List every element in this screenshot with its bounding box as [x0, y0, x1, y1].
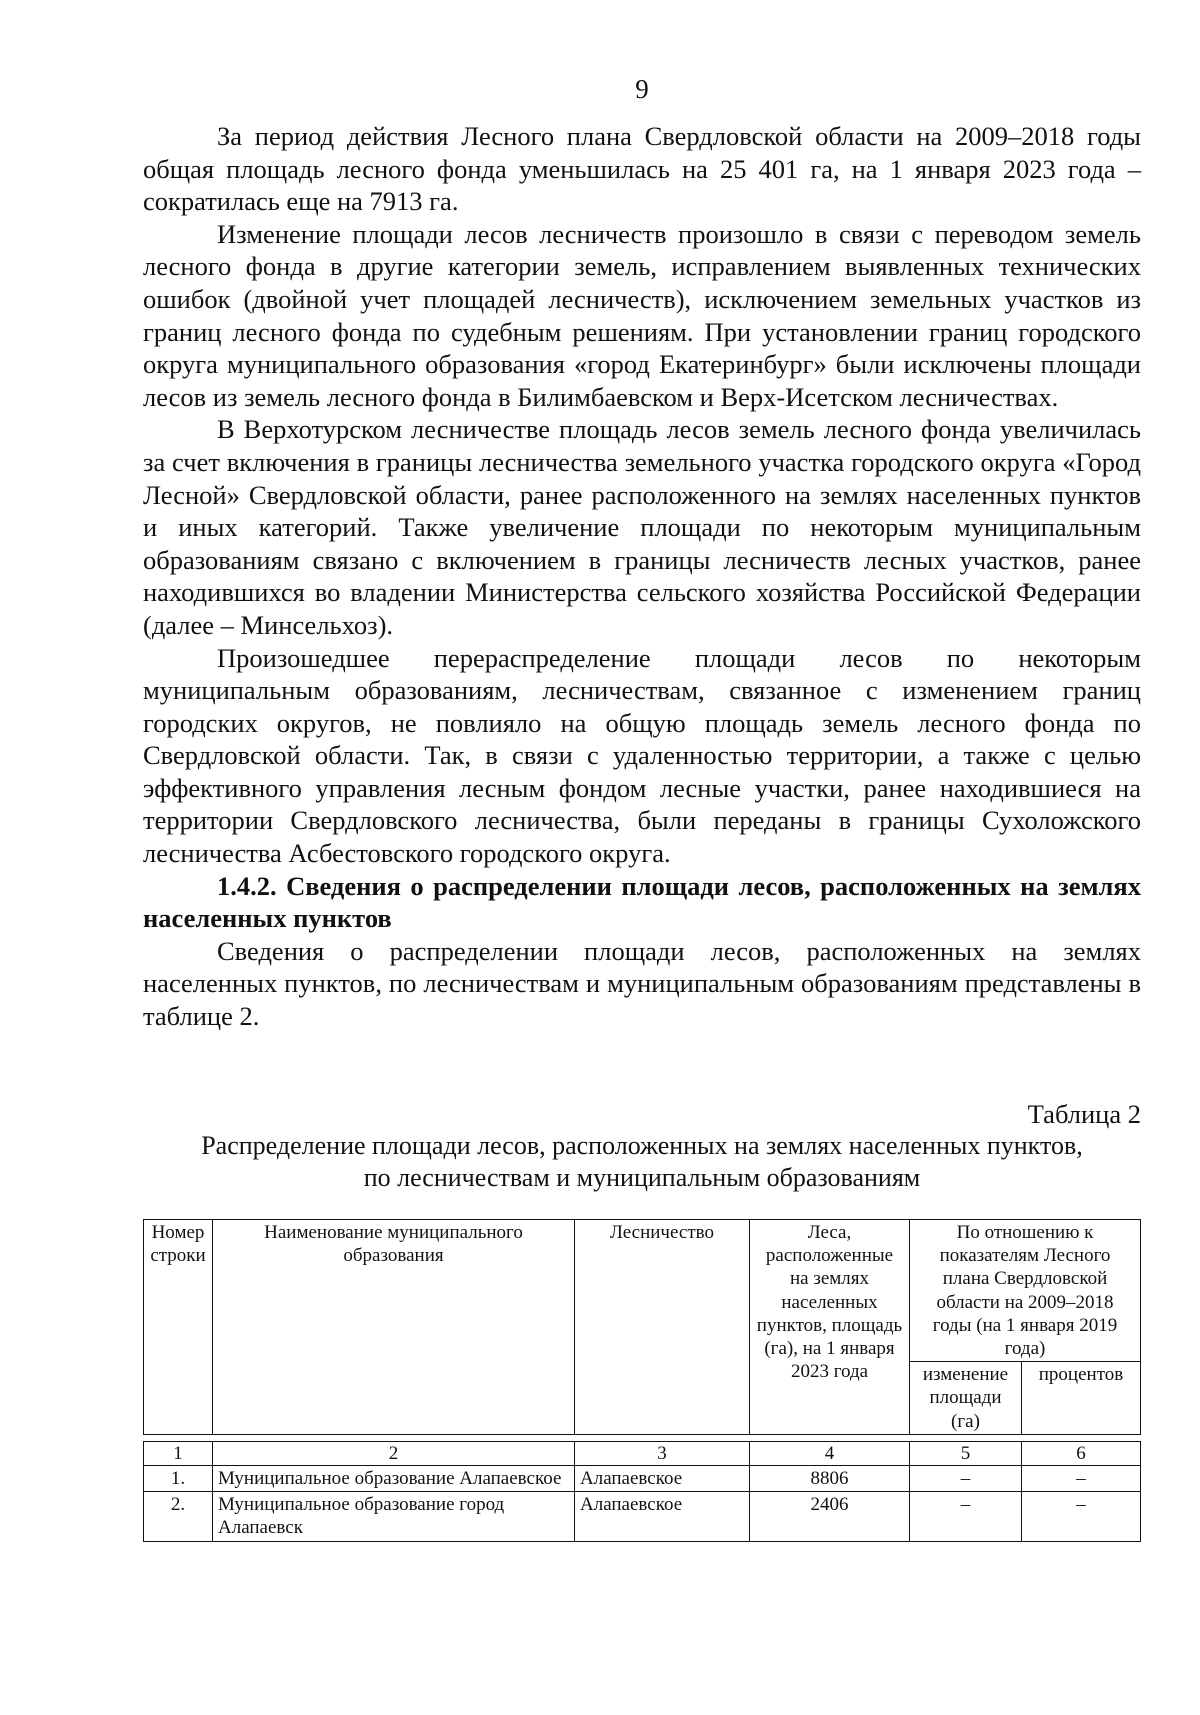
section-heading: 1.4.2. Сведения о распределении площади лесов, расположенных на землях населенных пунктов [143, 870, 1141, 934]
column-number-row [144, 1441, 1141, 1465]
row-number: 2. [144, 1492, 213, 1541]
document-body [143, 120, 1141, 1033]
row-percent: – [1022, 1466, 1141, 1492]
table-caption: Таблица 2 [1027, 1099, 1141, 1129]
row-change: – [910, 1492, 1022, 1541]
row-change: – [910, 1466, 1022, 1492]
column-number: 3 [575, 1441, 750, 1465]
section-paragraph: Сведения о распределении площади лесов, расположенных на землях населенных пунктов, по лесничествам и муниципальным образованиям представлены в таблице 2. [143, 935, 1141, 1032]
column-number: 2 [213, 1441, 575, 1465]
header-area: Леса, расположенные на землях населенных пунктов, площадь (га), на 1 января 2023 года [750, 1220, 910, 1435]
row-municipality: Муниципальное образование город Алапаевск [213, 1492, 575, 1541]
table-header-row [144, 1220, 1141, 1362]
table-gap-cell [144, 1434, 1141, 1441]
forest-distribution-table [143, 1219, 1141, 1542]
page-number: 9 [635, 74, 649, 104]
row-municipality: Муниципальное образование Алапаевское [213, 1466, 575, 1492]
column-number: 6 [1022, 1441, 1141, 1465]
row-percent: – [1022, 1492, 1141, 1541]
row-area: 2406 [750, 1492, 910, 1541]
header-municipality: Наименование муниципального образования [213, 1220, 575, 1435]
header-row-number: Номер строки [144, 1220, 213, 1435]
header-change: изменение площади (га) [910, 1362, 1022, 1435]
header-relative: По отношению к показателям Лесного плана Свердловской области на 2009–2018 годы (на 1 января 2019 года) [910, 1220, 1141, 1362]
paragraph-1: За период действия Лесного плана Свердловской области на 2009–2018 годы общая площадь лесного фонда уменьшилась на 25 401 га, на 1 января 2023 года – сократилась еще на 7913 га. [143, 121, 1141, 217]
paragraph-2: Изменение площади лесов лесничеств произошло в связи с переводом земель лесного фонда в другие категории земель, исправлением выявленных технических ошибок (двойной учет площадей лесничеств), исключением земельных участков из границ лесного фонда по судебным решениям. При установлении границ городского округа муниципального образования «город Екатеринбург» были исключены площади лесов из земель лесного фонда в Билимбаевском и Верх-Исетском лесничествах. [143, 218, 1141, 412]
table-row [144, 1492, 1141, 1541]
column-number: 4 [750, 1441, 910, 1465]
column-number: 1 [144, 1441, 213, 1465]
header-percent: процентов [1022, 1362, 1141, 1435]
row-forestry: Алапаевское [575, 1466, 750, 1492]
table-title-line-2: по лесничествам и муниципальным образованиям [363, 1163, 921, 1192]
table-row [144, 1466, 1141, 1492]
header-forestry: Лесничество [575, 1220, 750, 1435]
table-title-line-1: Распределение площади лесов, расположенных на землях населенных пунктов, [201, 1131, 1083, 1160]
table-gap [144, 1434, 1141, 1441]
paragraph-3: В Верхотурском лесничестве площадь лесов земель лесного фонда увеличилась за счет включения в границы лесничества земельного участка городского округа «Город Лесной» Свердловской области, ранее расположенного на землях населенных пунктов и иных категорий. Также увеличение площади по некоторым муниципальным образованиям связано с включением в границы лесничеств лесных участков, ранее находившихся во владении Министерства сельского хозяйства Российской Федерации (далее – Минсельхоз). [143, 414, 1141, 640]
row-number: 1. [144, 1466, 213, 1492]
paragraph-4: Произошедшее перераспределение площади лесов по некоторым муниципальным образованиям, лесничествам, связанное с изменением границ городских округов, не повлияло на общую площадь земель лесного фонда по Свердловской области. Так, в связи с удаленностью территории, а также с целью эффективного управления лесным фондом лесные участки, ранее находившиеся на территории Свердловского лесничества, были переданы в границы Сухоложского лесничества Асбестовского городского округа. [143, 642, 1141, 869]
column-number: 5 [910, 1441, 1022, 1465]
row-forestry: Алапаевское [575, 1492, 750, 1541]
row-area: 8806 [750, 1466, 910, 1492]
table-title [143, 1130, 1141, 1194]
